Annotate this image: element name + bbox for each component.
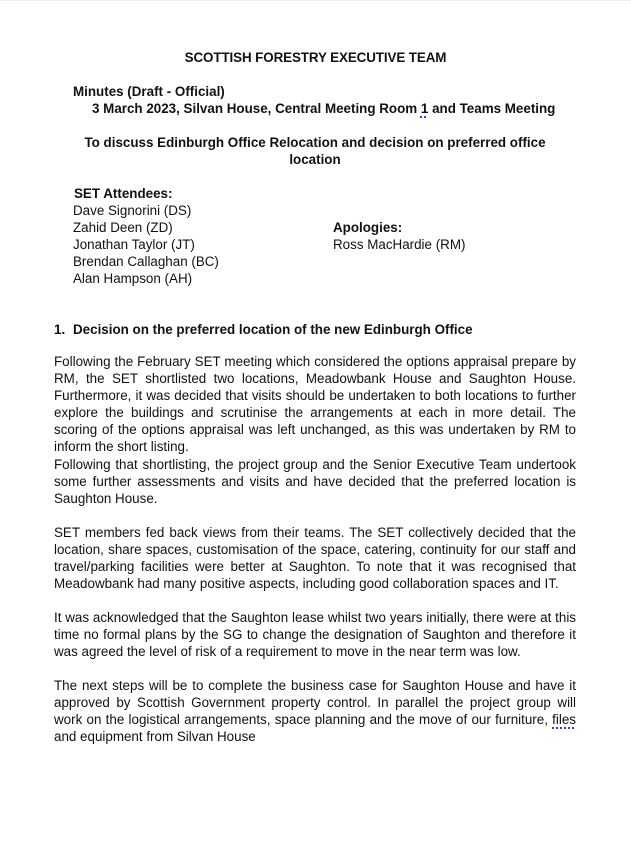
apologies-list (333, 219, 465, 253)
paragraph (54, 353, 576, 455)
apology-name: Ross MacHardie (RM) (333, 237, 466, 252)
meeting-purpose: To discuss Edinburgh Office Relocation and decision on preferred office location (84, 135, 546, 167)
attendee: Zahid Deen (ZD) (73, 220, 173, 235)
paragraph-text-end: and equipment from Silvan House (54, 729, 256, 744)
paragraph (54, 609, 576, 660)
paragraph-text (54, 677, 576, 745)
attendee: Dave Signorini (DS) (73, 203, 192, 218)
grammar-flag-files[interactable]: files (552, 712, 576, 727)
attendee: Alan Hampson (AH) (73, 271, 193, 286)
paragraph-text: SET members fed back views from their teams. The SET collectively decided that the location, share spaces, customisation of the space, catering, continuity for our staff and travel/parking facilities were better at Saughton. To note that it was recognised that Meadowbank had many positive aspects, including good collaboration spaces and IT. (54, 525, 576, 591)
attendee: Jonathan Taylor (JT) (73, 237, 195, 252)
attendee: Brendan Callaghan (BC) (73, 254, 219, 269)
attendees-heading: SET Attendees: (74, 186, 173, 201)
paragraph-next-steps (54, 677, 576, 745)
section-number: 1. (54, 322, 66, 337)
document-title: SCOTTISH FORESTRY EXECUTIVE TEAM (184, 50, 447, 65)
grammar-flag-room-number[interactable]: 1 (420, 101, 429, 116)
section-title: Decision on the preferred location of the new Edinburgh Office (73, 322, 473, 337)
section-heading (54, 321, 473, 338)
minutes-label: Minutes (Draft - Official) (73, 84, 225, 99)
meeting-date-location: 3 March 2023, Silvan House, Central Meeting Room (92, 101, 421, 116)
attendees-list (73, 185, 219, 287)
paragraph-text: Following that shortlisting, the project group and the Senior Executive Team undertook some further assessments and visits and have decided that the preferred location is Saughton House. (54, 457, 576, 506)
paragraph-text-start: The next steps will be to complete the business case for Saughton House and have it approved by Scottish Government property control. In parallel the project group will work on the logistical arrangements, space planning and the move of our furniture, (54, 678, 576, 727)
paragraph (54, 524, 576, 592)
meeting-details (92, 100, 555, 117)
paragraph-text: It was acknowledged that the Saughton lease whilst two years initially, there were at this time no formal plans by the SG to change the designation of Saughton and therefore it was agreed the level of risk of a requirement to move in the near term was low. (54, 610, 576, 659)
apologies-heading: Apologies: (333, 220, 403, 235)
paragraph-text: Following the February SET meeting which considered the options appraisal prepare by RM, the SET shortlisted two locations, Meadowbank House and Saughton House. Furthermore, it was decided that visits should be undertaken to both locations to further explore the buildings and scrutinise the arrangements at each in more detail. The scoring of the options appraisal was left unchanged, as this was undertaken by RM to inform the short listing. (54, 354, 576, 454)
meeting-mode: and Teams Meeting (428, 101, 556, 116)
paragraph (54, 456, 576, 507)
